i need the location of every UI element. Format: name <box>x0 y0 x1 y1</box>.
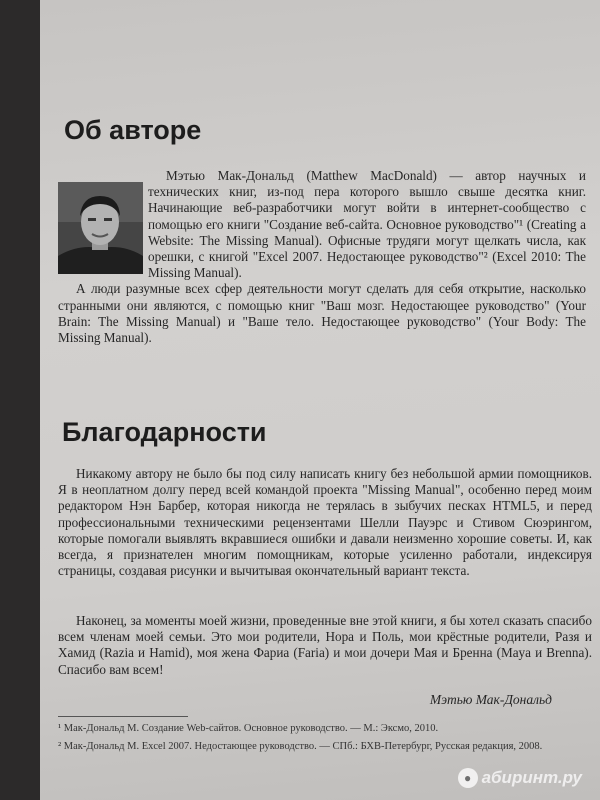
author-signature: Мэтью Мак-Дональд <box>429 692 552 707</box>
about-heading: Об авторе <box>64 115 202 145</box>
footnote-2: ² Мак-Дональд М. Excel 2007. Недостающее руководство. — СПб.: БХВ-Петербург, Русская редакция, 2008. <box>58 741 543 752</box>
watermark-text: абиринт.ру <box>481 768 582 787</box>
about-paragraph-1: Мэтью Мак-Дональд (Matthew MacDonald) — автор научных и технических книг, из-под пера которого вышло свыше десятка книг. Начинающие веб-разработчики могут войти в интернет-сообщество с помощью его книги "Создание веб-сайта. Основное руководство"¹ (Creating a Website: The Missing Manual). Офисные трудяги могут щелкать числа, как орешки, с книгой "Excel 2007. Недостающее руководство"² (Excel 2010: The Missing Manual). <box>148 168 586 281</box>
about-paragraph-2: А люди разумные всех сфер деятельности могут сделать для себя открытие, насколько странными они являются, с помощью книг "Ваш мозг. Недостающее руководство" (Your Brain: The Missing Manual) и "Ваше тело. Недостающее руководство" (Your Body: The Missing Manual). <box>58 281 586 346</box>
thanks-paragraph-1-text: Никакому автору не было бы под силу написать книгу без небольшой армии помощников. Я в неоплатном долгу перед всей командой проекта "Missing Manual", особенно перед моим редактором Нэн Барбер, которая никогда не терялась в зыбучих песках HTML5, и перед профессиональными техническими рецензентами Шелли Пауэрс и Стивом Сюэрингом, которые помогали выявлять вкравшиеся ошибки и давали неизменно хорошие советы. И, как всегда, я признателен многим помощникам, которые усиленно работали, индексируя страницы, создавая рисунки и вычитывая окончательный вариант текста. <box>58 466 592 579</box>
thanks-heading: Благодарности <box>62 417 267 447</box>
footnote-1: ¹ Мак-Дональд М. Создание Web-сайтов. Основное руководство. — М.: Эксмо, 2010. <box>58 723 439 734</box>
labirint-logo-icon: ● <box>458 768 478 788</box>
footnote-divider <box>58 716 188 717</box>
about-text <box>58 168 586 346</box>
watermark <box>458 768 582 788</box>
thanks-paragraph-1 <box>58 466 592 579</box>
book-page <box>40 0 600 800</box>
thanks-paragraph-2 <box>58 613 592 678</box>
thanks-paragraph-2-text: Наконец, за моменты моей жизни, проведенные вне этой книги, я бы хотел сказать спасибо всем членам моей семьи. Это мои родители, Нора и Поль, мои крёстные родители, Разя и Хамид (Razia и Hamid), моя жена Фариа (Faria) и мои дочери Мая и Бренна (Maya и Brenna). Спасибо вам всем! <box>58 613 592 677</box>
